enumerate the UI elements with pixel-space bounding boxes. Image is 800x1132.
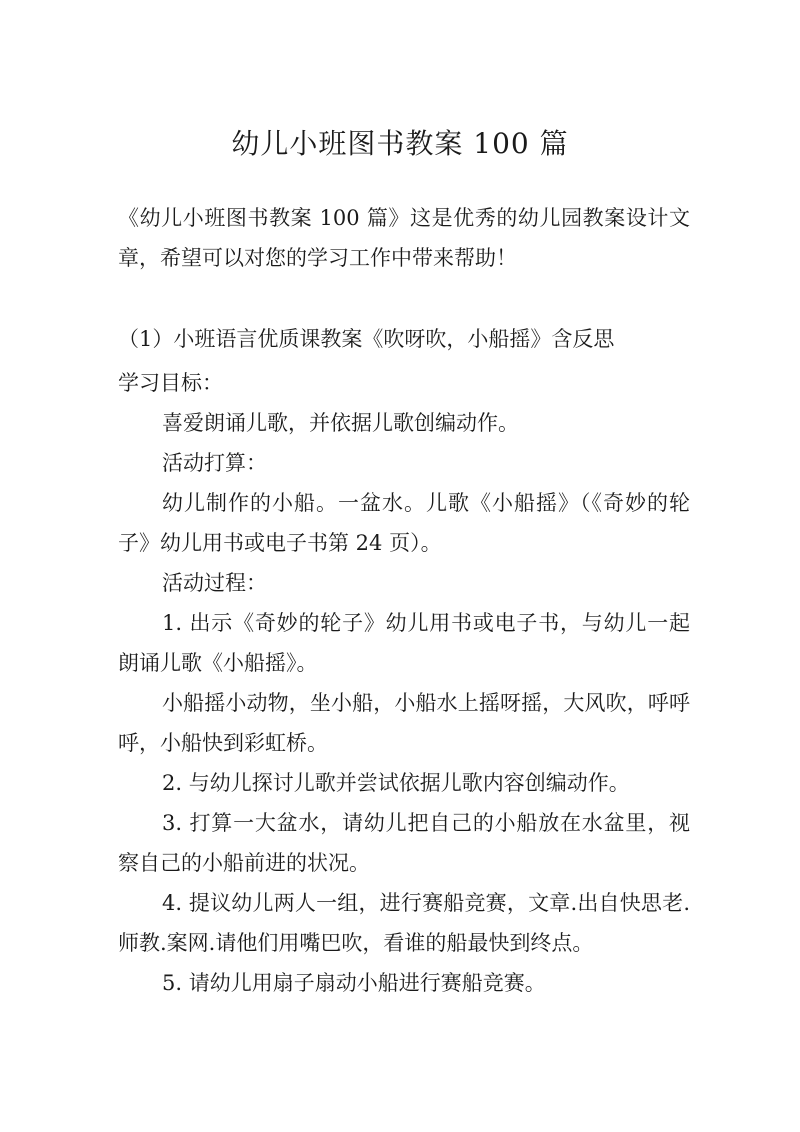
learning-goal-label: 学习目标： xyxy=(118,371,223,395)
body-paragraph: 幼儿制作的小船。一盆水。儿歌《小船摇》（《奇妙的轮子》幼儿用书或电子书第 24 页）。 xyxy=(118,491,690,555)
step-paragraph: 3. 打算一大盆水，请幼儿把自己的小船放在水盆里，视察自己的小船前进的状况。 xyxy=(118,811,690,875)
step-paragraph: 1. 出示《奇妙的轮子》幼儿用书或电子书，与幼儿一起朗诵儿歌《小船摇》。 xyxy=(118,611,690,675)
step-paragraph: 2. 与幼儿探讨儿歌并尝试依据儿歌内容创编动作。 xyxy=(162,771,630,795)
section-heading: （1）小班语言优质课教案《吹呀吹，小船摇》含反思 xyxy=(118,327,615,351)
activity-process-label: 活动过程： xyxy=(162,571,267,595)
document-title: 幼儿小班图书教案 100 篇 xyxy=(231,127,569,160)
rhyme-paragraph: 小船摇小动物，坐小船，小船水上摇呀摇，大风吹，呼呼呼，小船快到彩虹桥。 xyxy=(118,691,690,755)
activity-prep-label: 活动打算： xyxy=(162,451,267,475)
document-body xyxy=(118,363,690,1003)
intro-paragraph: 《幼儿小班图书教案 100 篇》这是优秀的幼儿园教案设计文章，希望可以对您的学习工作中带来帮助！ xyxy=(118,206,690,270)
step-paragraph: 4. 提议幼儿两人一组，进行赛船竞赛，文章.出自快思老.师教.案网.请他们用嘴巴吹，看谁的船最快到终点。 xyxy=(118,891,690,955)
body-paragraph: 喜爱朗诵儿歌，并依据儿歌创编动作。 xyxy=(162,411,519,435)
step-paragraph: 5. 请幼儿用扇子扇动小船进行赛船竞赛。 xyxy=(162,971,546,995)
